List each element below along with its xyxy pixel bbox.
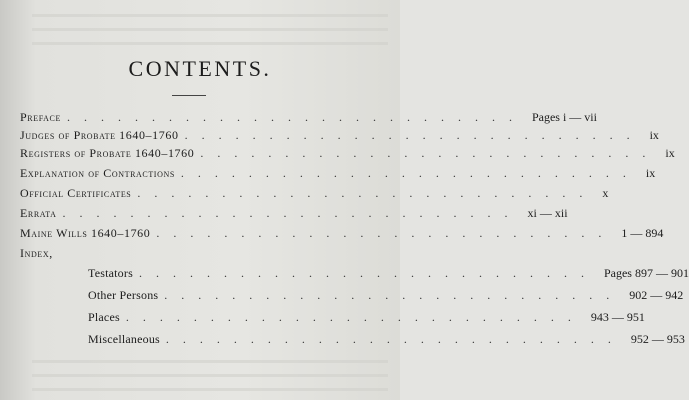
toc-row-maine-wills xyxy=(20,226,664,244)
bleed-through-line xyxy=(32,360,388,363)
toc-pages: ix xyxy=(645,166,656,180)
toc-row-certificates xyxy=(20,186,609,204)
bleed-through-line xyxy=(32,14,388,17)
leader-dots: ........................... xyxy=(200,146,660,160)
toc-row-contractions xyxy=(20,166,656,184)
toc-label: Maine Wills 1640–1760 xyxy=(20,226,151,240)
leader-dots: ........................... xyxy=(125,310,585,324)
toc-label: Registers of Probate 1640–1760 xyxy=(20,146,195,160)
bleed-through-line xyxy=(32,388,388,391)
toc-row-index-miscellaneous xyxy=(88,332,685,350)
toc-row-index xyxy=(20,246,382,264)
toc-pages: 952 — 953 xyxy=(630,332,685,346)
toc-pages: 943 — 951 xyxy=(590,310,645,324)
bleed-through-line xyxy=(32,374,388,377)
toc-label: Judges of Probate 1640–1760 xyxy=(20,128,179,142)
leader-dots: ........................... xyxy=(164,288,624,302)
leader-dots: ........................... xyxy=(165,332,625,346)
bleed-through-line xyxy=(32,42,388,45)
toc-row-errata xyxy=(20,206,568,224)
toc-pages: 902 — 942 xyxy=(629,288,684,302)
page-title: CONTENTS. xyxy=(128,56,272,81)
toc-pages: 1 — 894 xyxy=(621,226,664,240)
toc-label: Explanation of Contractions xyxy=(20,166,175,180)
leader-dots: ........................... xyxy=(137,186,597,200)
toc-label: Miscellaneous xyxy=(88,332,160,346)
toc-row-index-testators xyxy=(88,266,689,284)
toc-row-index-places xyxy=(88,310,645,328)
toc-label: Testators xyxy=(88,266,133,280)
leader-dots: ........................... xyxy=(180,166,640,180)
title-rule xyxy=(172,95,206,96)
toc-label: Official Certificates xyxy=(20,186,132,200)
toc-pages: ix xyxy=(665,146,675,160)
bleed-through-line xyxy=(32,28,388,31)
leader-dots: ........................... xyxy=(66,110,526,124)
toc-label: Errata xyxy=(20,206,57,220)
toc-label: Places xyxy=(88,310,120,324)
toc-label: Preface xyxy=(20,110,61,124)
toc-pages: Pages 897 — 901 xyxy=(603,266,689,280)
leader-dots: ........................... xyxy=(62,206,522,220)
toc-label: Other Persons xyxy=(88,288,159,302)
toc-row-registers xyxy=(20,146,675,164)
toc-row-judges xyxy=(20,128,659,146)
toc-row-index-other-persons xyxy=(88,288,684,306)
leader-dots: ........................... xyxy=(138,266,598,280)
toc-pages: x xyxy=(602,186,609,200)
toc-pages: xi — xii xyxy=(527,206,568,220)
toc-pages: Pages i — vii xyxy=(531,110,597,124)
leader-dots: ........................... xyxy=(156,226,616,240)
toc-pages: ix xyxy=(649,128,659,142)
toc-label: Index, xyxy=(20,246,53,260)
leader-dots: ........................... xyxy=(184,128,644,142)
toc-row-preface xyxy=(20,110,597,128)
